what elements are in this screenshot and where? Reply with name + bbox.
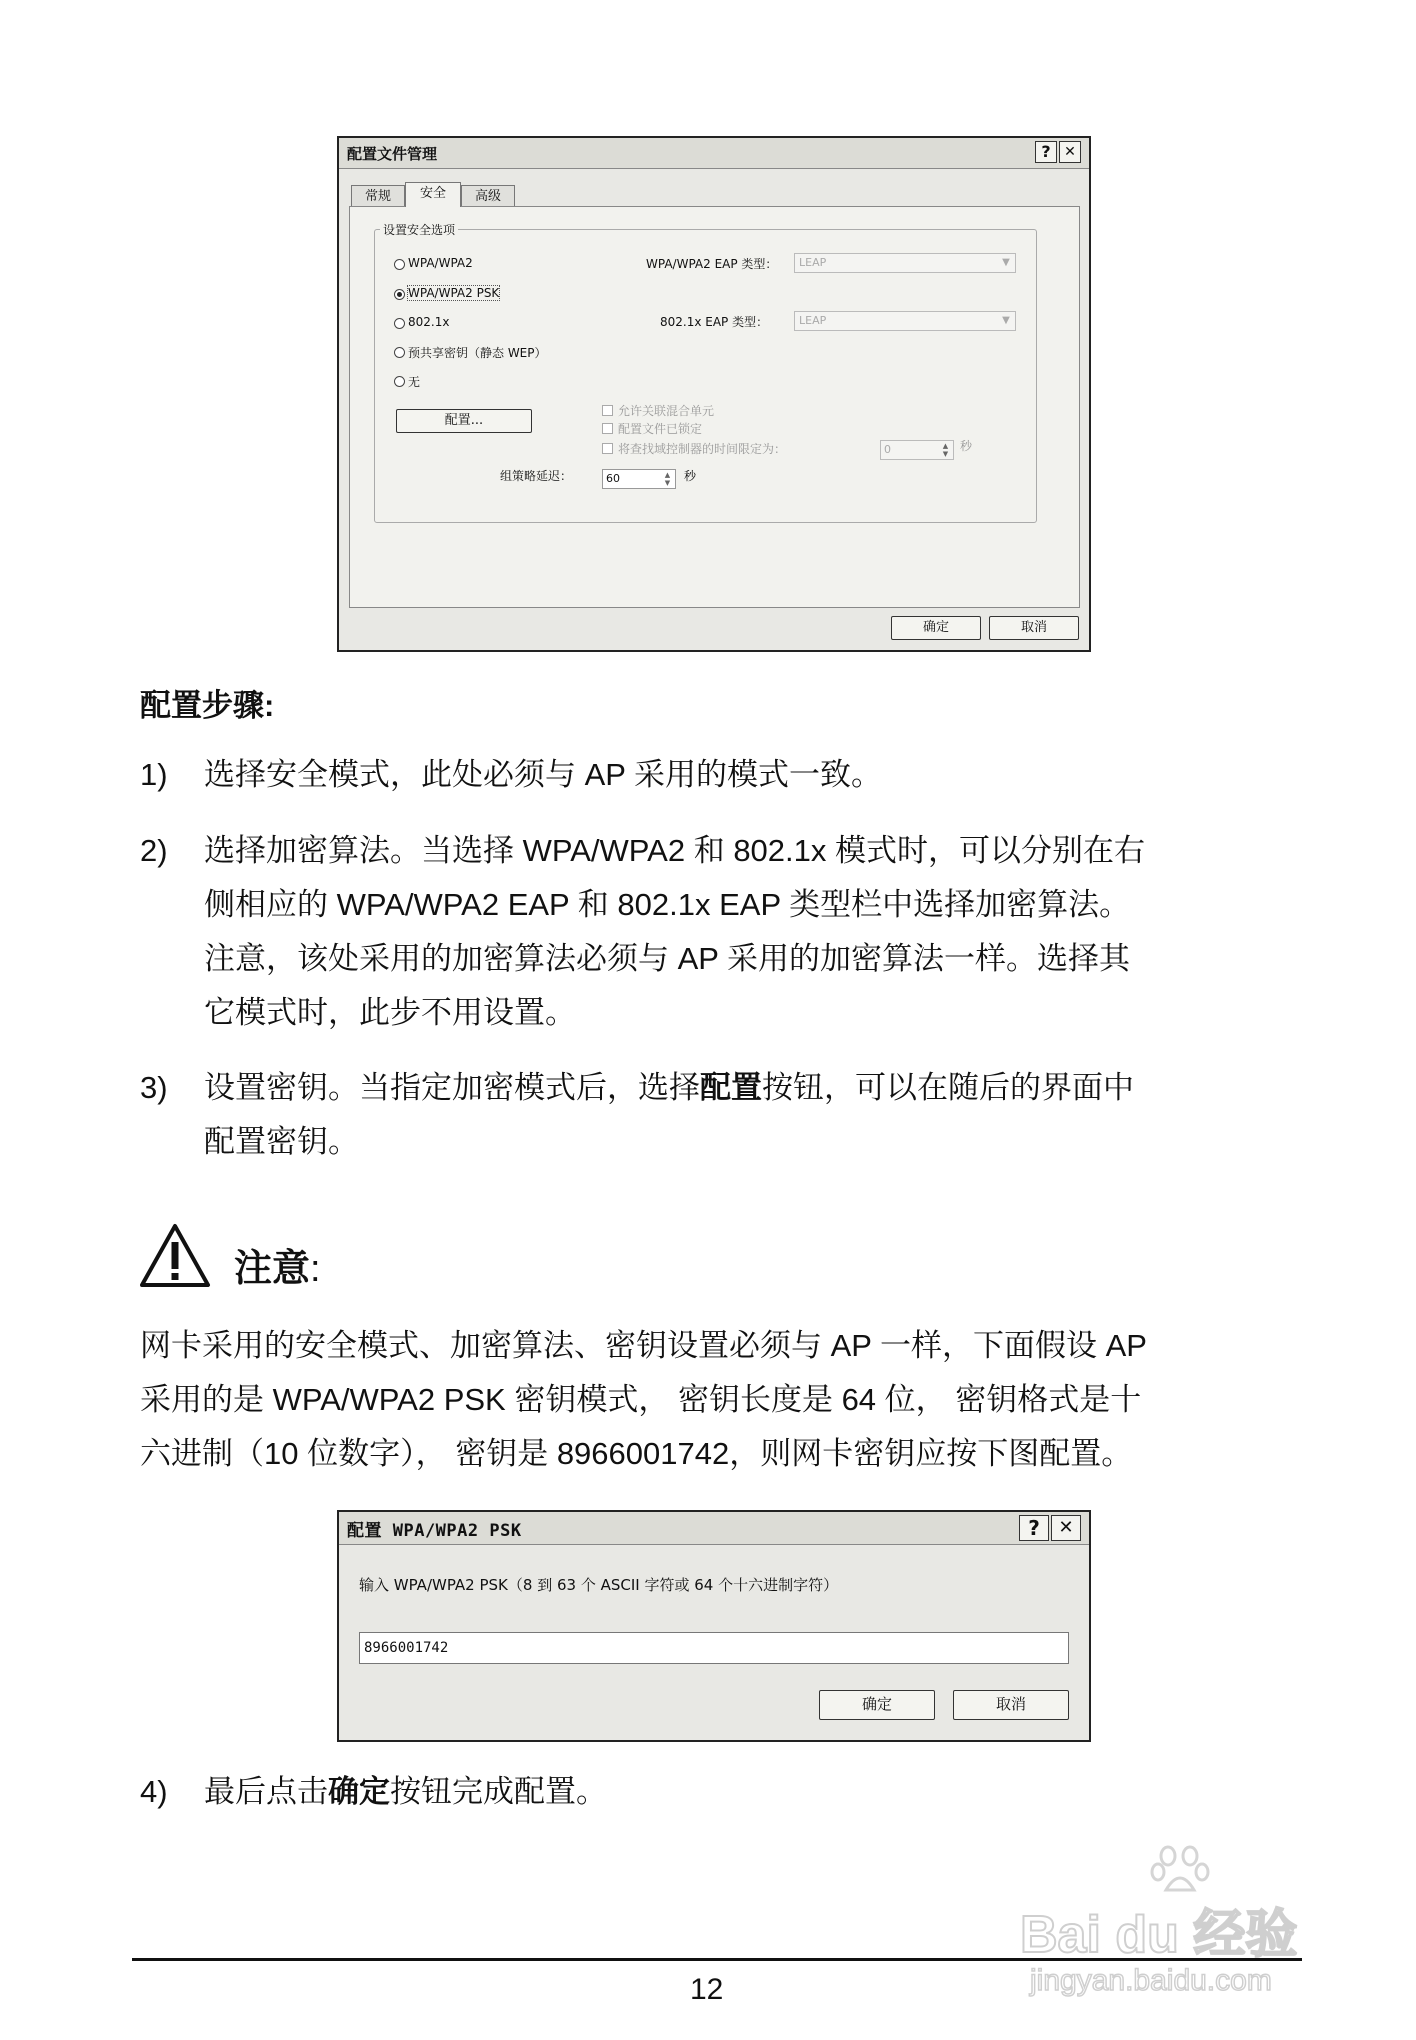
tab-security[interactable]: 安全 xyxy=(405,182,461,207)
wpa-eap-type-value: LEAP xyxy=(799,256,827,269)
group-policy-seconds-label: 秒 xyxy=(684,469,697,483)
profile-dialog xyxy=(337,136,1091,652)
group-policy-delay-value: 60 xyxy=(606,472,620,485)
step-2-line-3: 注意，该处采用的加密算法必须与 AP 采用的加密算法一样。选择其 xyxy=(204,941,1131,976)
dot1x-eap-type-value: LEAP xyxy=(799,314,827,327)
chevron-down-icon: ▼ xyxy=(1002,257,1010,268)
close-button[interactable]: ✕ xyxy=(1051,1515,1081,1541)
wpa-eap-type-label: WPA/WPA2 EAP 类型： xyxy=(646,257,778,271)
ok-button[interactable]: 确定 xyxy=(891,616,981,640)
psk-dialog xyxy=(337,1510,1091,1742)
help-button[interactable]: ? xyxy=(1019,1515,1049,1541)
chevron-down-icon: ▼ xyxy=(1002,315,1010,326)
note-line-1: 网卡采用的安全模式、加密算法、密钥设置必须与 AP 一样，下面假设 AP xyxy=(140,1328,1147,1363)
watermark-url: jingyan.baidu.com xyxy=(1030,1964,1272,1997)
radio-none-label: 无 xyxy=(408,375,421,389)
timeout-spinner[interactable] xyxy=(880,440,954,460)
allow-mixed-cells-label: 允许关联混合单元 xyxy=(618,404,715,418)
radio-wpa-label: WPA/WPA2 xyxy=(408,256,473,270)
dot1x-eap-type-label: 802.1x EAP 类型： xyxy=(660,315,769,329)
security-options-group xyxy=(374,229,1037,523)
psk-key-input[interactable]: 8966001742 xyxy=(359,1632,1069,1664)
security-panel xyxy=(349,206,1080,608)
step-2-line-2: 侧相应的 WPA/WPA2 EAP 和 802.1x EAP 类型栏中选择加密算法。 xyxy=(204,887,1131,922)
step-3-number: 3) xyxy=(140,1070,168,1105)
cancel-button[interactable]: 取消 xyxy=(989,616,1079,640)
spinner-arrows-icon: ▲ ▼ xyxy=(664,471,671,487)
step-3-text-pre: 设置密钥。当指定加密模式后，选择 xyxy=(204,1070,700,1105)
step-4-number: 4) xyxy=(140,1774,168,1809)
wpa-eap-type-select[interactable] xyxy=(794,253,1016,273)
group-policy-delay-spinner[interactable] xyxy=(602,469,676,489)
radio-none[interactable] xyxy=(394,376,405,387)
close-button[interactable]: ✕ xyxy=(1059,141,1081,163)
step-4-text xyxy=(204,1772,607,1812)
radio-wpa[interactable] xyxy=(394,259,405,270)
step-3-text-post: 按钮，可以在随后的界面中 xyxy=(762,1070,1134,1105)
timeout-seconds-label: 秒 xyxy=(960,439,973,453)
step-2-number: 2) xyxy=(140,833,168,868)
note-heading-text: 注意 xyxy=(234,1248,311,1290)
limit-dc-time-label: 将查找域控制器的时间限定为： xyxy=(618,442,787,456)
step-2-line-4: 它模式时，此步不用设置。 xyxy=(204,995,576,1030)
help-button[interactable]: ? xyxy=(1035,141,1057,163)
note-heading-colon: : xyxy=(310,1248,321,1290)
configure-button[interactable]: 配置... xyxy=(396,409,532,433)
limit-dc-time-checkbox[interactable] xyxy=(602,443,613,454)
psk-dialog-titlebar xyxy=(339,1512,1089,1545)
step-4-text-bold: 确定 xyxy=(328,1774,390,1809)
tab-advanced[interactable]: 高级 xyxy=(461,185,515,207)
baidu-watermark xyxy=(1020,1844,1350,2024)
dot1x-eap-type-select[interactable] xyxy=(794,311,1016,331)
step-1-number: 1) xyxy=(140,757,168,792)
step-4-text-post: 按钮完成配置。 xyxy=(390,1774,607,1809)
page-number: 12 xyxy=(690,1973,724,2006)
watermark-brand: Bai du 经验 xyxy=(1020,1906,1298,1964)
tab-strip xyxy=(351,182,1071,207)
note-heading xyxy=(234,1246,321,1292)
spinner-arrows-icon: ▲ ▼ xyxy=(942,442,949,458)
step-3-line-1 xyxy=(204,1068,1134,1108)
note-line-2: 采用的是 WPA/WPA2 PSK 密钥模式， 密钥长度是 64 位， 密钥格式是十 xyxy=(140,1382,1142,1417)
profile-locked-checkbox[interactable] xyxy=(602,423,613,434)
psk-ok-button[interactable]: 确定 xyxy=(819,1690,935,1720)
radio-wep-label: 预共享密钥（静态 WEP） xyxy=(408,346,547,360)
profile-dialog-title: 配置文件管理 xyxy=(347,145,438,163)
timeout-value: 0 xyxy=(884,443,891,456)
step-3-text-bold: 配置 xyxy=(700,1070,762,1105)
profile-dialog-titlebar xyxy=(339,138,1089,169)
step-1-text: 选择安全模式，此处必须与 AP 采用的模式一致。 xyxy=(204,757,883,792)
paw-logo xyxy=(1150,1844,1210,1896)
radio-8021x[interactable] xyxy=(394,318,405,329)
profile-locked-label: 配置文件已锁定 xyxy=(618,422,703,436)
note-line-3: 六进制（10 位数字）， 密钥是 8966001742，则网卡密钥应按下图配置。 xyxy=(140,1436,1133,1471)
steps-heading: 配置步骤: xyxy=(140,688,275,723)
radio-wpa-psk[interactable] xyxy=(394,289,405,300)
security-options-label: 设置安全选项 xyxy=(380,221,458,238)
step-2-line-1: 选择加密算法。当选择 WPA/WPA2 和 802.1x 模式时，可以分别在右 xyxy=(204,833,1146,868)
step-3-line-2: 配置密钥。 xyxy=(204,1124,359,1159)
psk-cancel-button[interactable]: 取消 xyxy=(953,1690,1069,1720)
step-4-text-pre: 最后点击 xyxy=(204,1774,328,1809)
tab-general[interactable]: 常规 xyxy=(351,185,405,207)
radio-wep[interactable] xyxy=(394,347,405,358)
psk-prompt: 输入 WPA/WPA2 PSK（8 到 63 个 ASCII 字符或 64 个十六进制字符） xyxy=(359,1576,839,1594)
psk-dialog-title: 配置 WPA/WPA2 PSK xyxy=(347,1521,522,1541)
warning-icon xyxy=(138,1222,212,1290)
radio-wpa-psk-label: WPA/WPA2 PSK xyxy=(408,286,500,300)
group-policy-delay-label: 组策略延迟： xyxy=(500,469,573,483)
allow-mixed-cells-checkbox[interactable] xyxy=(602,405,613,416)
radio-8021x-label: 802.1x xyxy=(408,315,450,329)
